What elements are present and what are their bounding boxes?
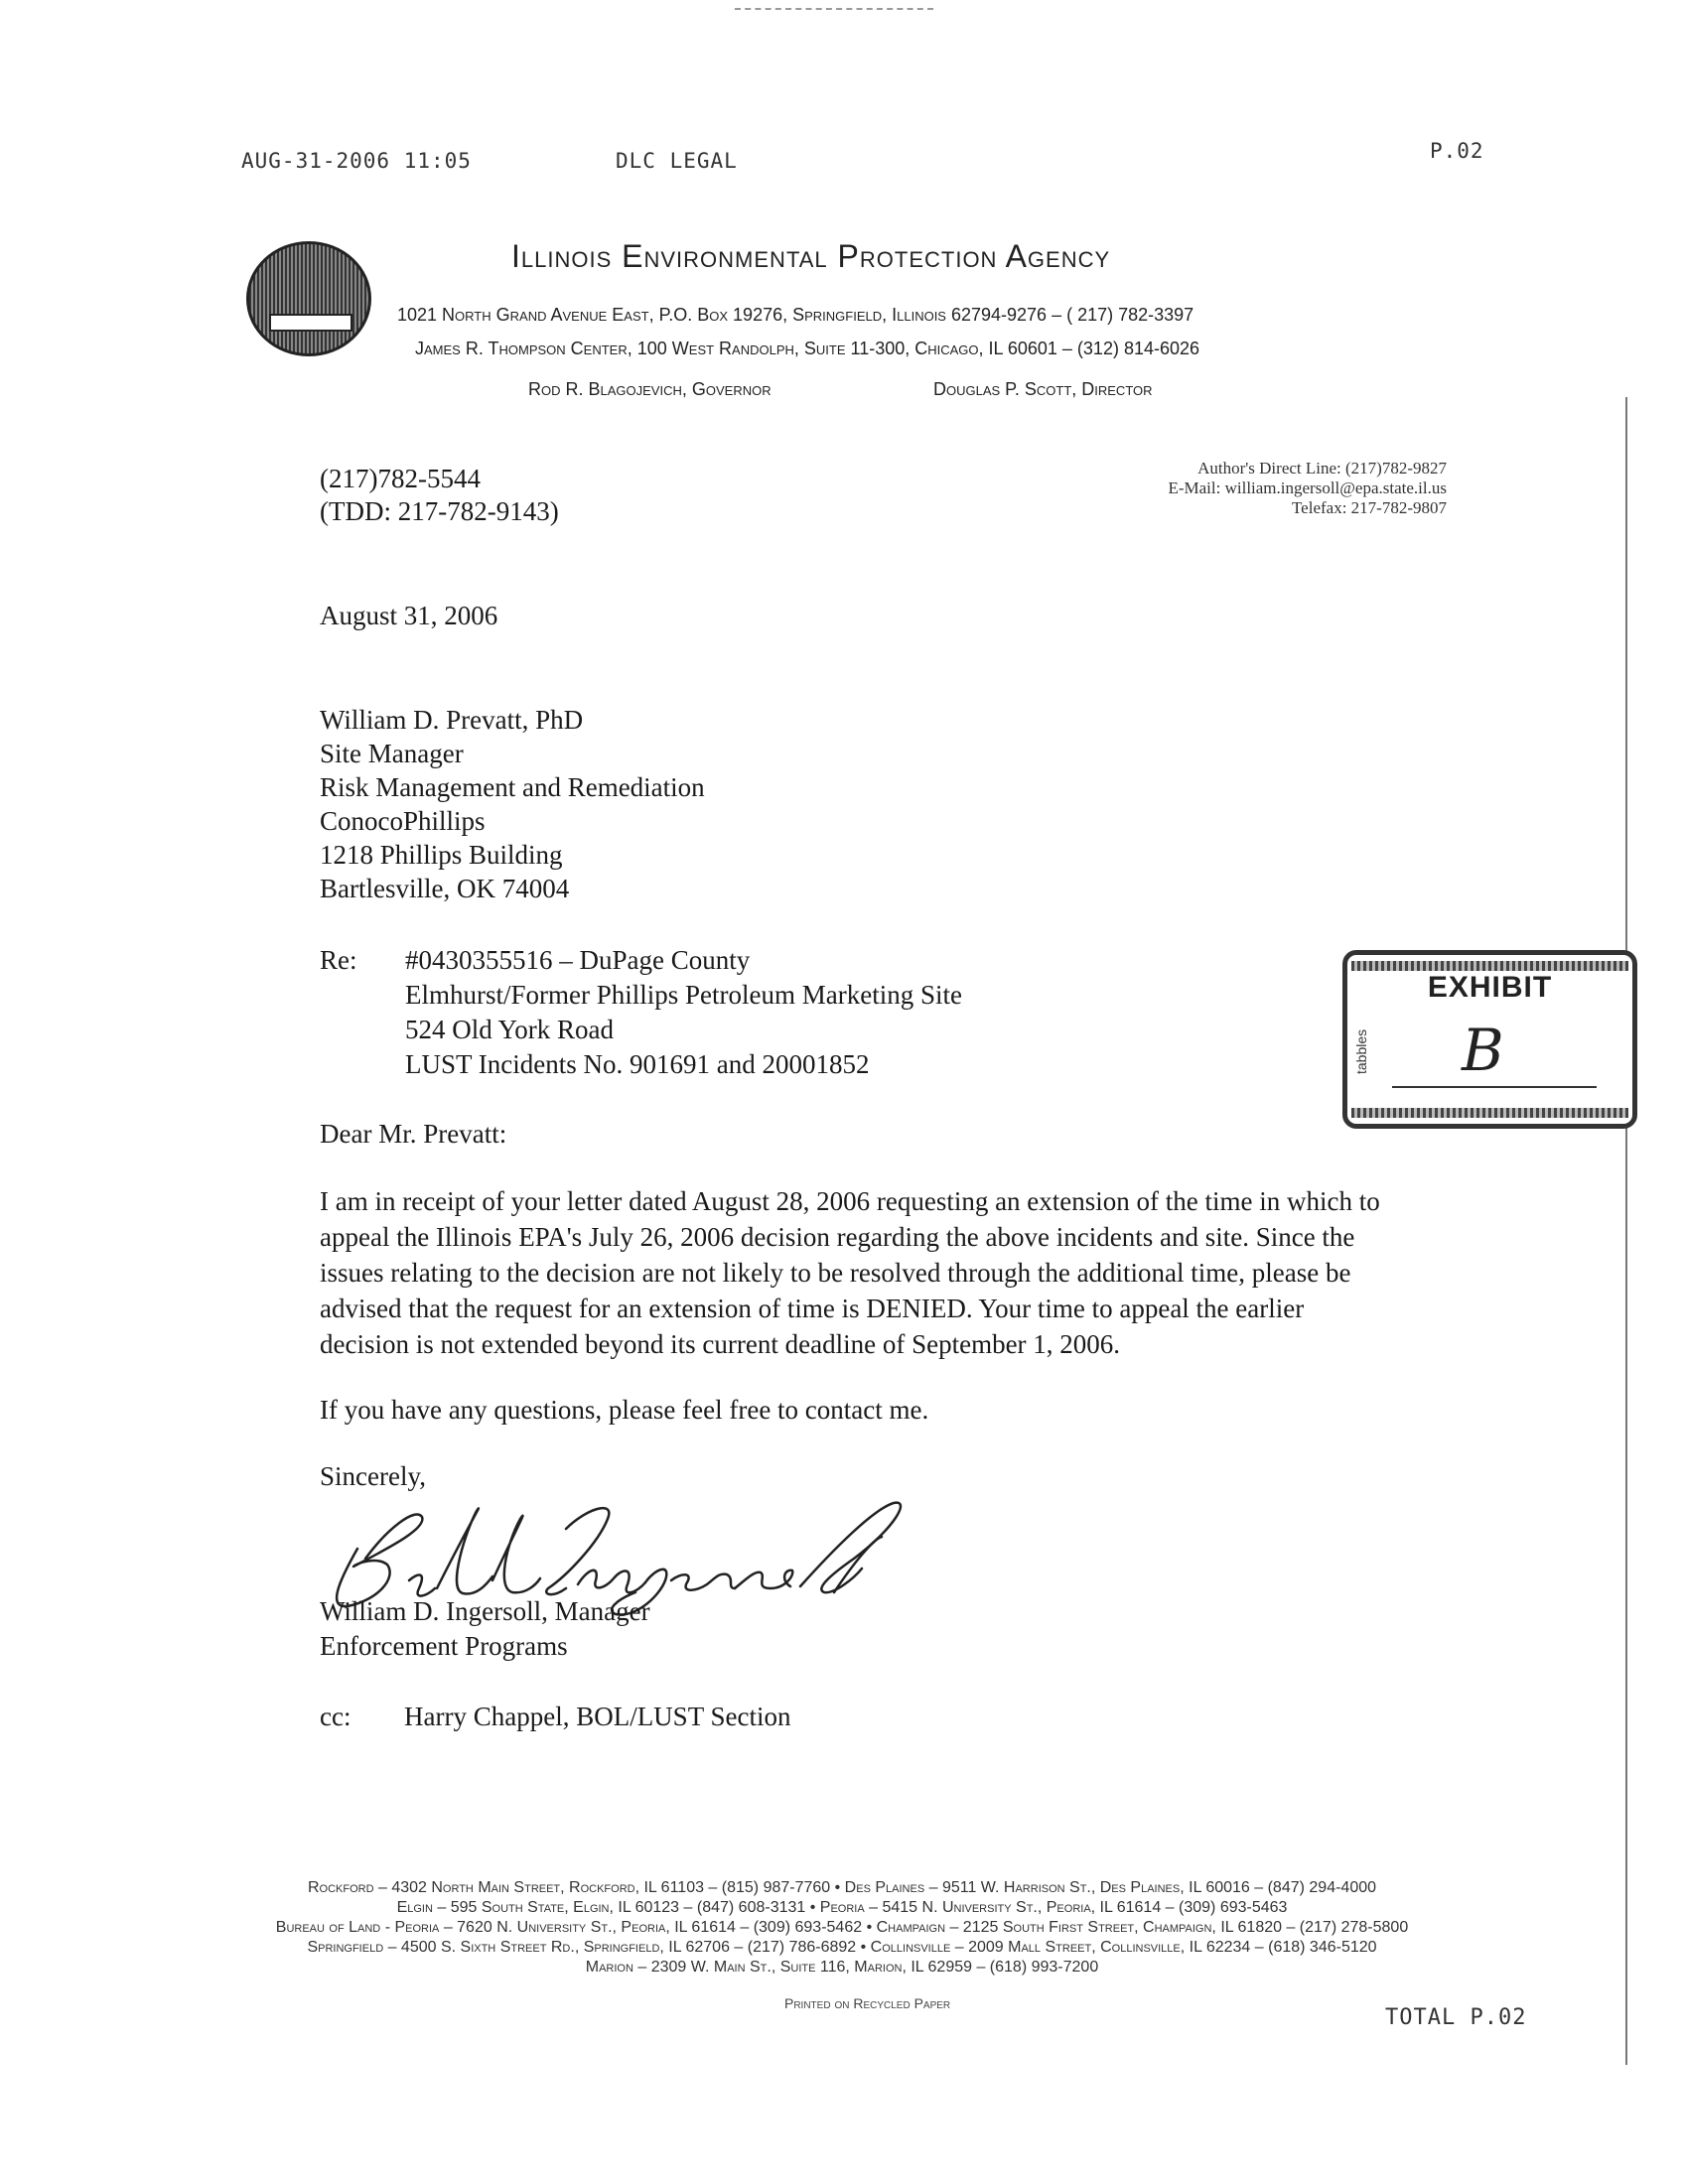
re-line-incidents: LUST Incidents No. 901691 and 20001852 xyxy=(405,1049,870,1079)
recipient-street: 1218 Phillips Building xyxy=(320,840,563,870)
recipient-department: Risk Management and Remediation xyxy=(320,772,705,802)
author-email: E-Mail: william.ingersoll@epa.state.il.us xyxy=(1168,478,1447,497)
signer-name: William D. Ingersoll, Manager xyxy=(320,1596,650,1626)
footer-offices-line-4: Springfield – 4500 S. Sixth Street Rd., Springfield, IL 62706 – (217) 786-6892 • Collinsville – 2009 Mall Street, Collinsville, IL 62234 – (618) 346-5120 xyxy=(307,1939,1377,1956)
printed-on-recycled-paper: Printed on Recycled Paper xyxy=(784,1995,951,2011)
footer-offices-line-1: Rockford – 4302 North Main Street, Rockford, IL 61103 – (815) 987-7760 • Des Plaines – 9511 W. Harrison St., Des Plaines, IL 60016 – (847) 294-4000 xyxy=(307,1879,1377,1896)
body-line-2: appeal the Illinois EPA's July 26, 2006 decision regarding the above incidents and site. Since the xyxy=(320,1222,1355,1252)
fax-timestamp: AUG-31-2006 11:05 xyxy=(241,149,472,173)
re-label: Re: xyxy=(320,945,357,975)
re-line-site-number: #0430355516 – DuPage County xyxy=(405,945,751,975)
body-line-1: I am in receipt of your letter dated August 28, 2006 requesting an extension of the time in which to xyxy=(320,1186,1380,1216)
footer-offices-line-2: Elgin – 595 South State, Elgin, IL 60123 – (847) 608-3131 • Peoria – 5415 N. University St., Peoria, IL 61614 – (309) 693-5463 xyxy=(396,1899,1288,1916)
exhibit-stamp-brand: tabbles xyxy=(1353,1028,1369,1074)
governor-name: Rod R. Blagojevich, Governor xyxy=(528,379,772,399)
re-line-address: 524 Old York Road xyxy=(405,1015,615,1044)
recipient-title: Site Manager xyxy=(320,739,464,768)
fax-total-pages: TOTAL P.02 xyxy=(1385,2005,1527,2030)
closing-question: If you have any questions, please feel free to contact me. xyxy=(320,1395,929,1425)
recipient-name: William D. Prevatt, PhD xyxy=(320,705,584,735)
body-line-3: issues relating to the decision are not likely to be resolved through the additional time, please be xyxy=(320,1258,1351,1288)
body-line-4: advised that the request for an extension of time is DENIED. Your time to appeal the earlier xyxy=(320,1294,1305,1323)
author-direct-line: Author's Direct Line: (217)782-9827 xyxy=(1197,459,1447,478)
page-edge-line xyxy=(1625,397,1627,2065)
footer-offices-line-5: Marion – 2309 W. Main St., Suite 116, Marion, IL 62959 – (618) 993-7200 xyxy=(585,1959,1099,1976)
fax-page-number: P.02 xyxy=(1430,139,1484,163)
cc-recipient: Harry Chappel, BOL/LUST Section xyxy=(404,1702,791,1731)
address-line-springfield: 1021 North Grand Avenue East, P.O. Box 19276, Springfield, Illinois 62794-9276 – ( 217) 782-3397 xyxy=(397,305,1194,325)
agency-name: Illinois Environmental Protection Agency xyxy=(511,238,1111,274)
exhibit-stamp xyxy=(1342,950,1637,1129)
footer-offices-line-3: Bureau of Land - Peoria – 7620 N. University St., Peoria, IL 61614 – (309) 693-5462 • Champaign – 2125 South First Street, Champaign, IL 61820 – (217) 278-5800 xyxy=(275,1919,1409,1936)
director-name: Douglas P. Scott, Director xyxy=(933,379,1153,399)
fax-sender: DLC LEGAL xyxy=(616,149,738,173)
closing: Sincerely, xyxy=(320,1461,426,1491)
exhibit-stamp-title: EXHIBIT xyxy=(1427,971,1553,1004)
signer-title: Enforcement Programs xyxy=(320,1631,568,1661)
recipient-company: ConocoPhillips xyxy=(320,806,486,836)
body-line-5: decision is not extended beyond its current deadline of September 1, 2006. xyxy=(320,1329,1121,1359)
address-line-chicago: James R. Thompson Center, 100 West Randolph, Suite 11-300, Chicago, IL 60601 – (312) 814-6026 xyxy=(415,339,1200,358)
salutation: Dear Mr. Prevatt: xyxy=(320,1119,507,1149)
agency-phone: (217)782-5544 xyxy=(320,464,481,493)
fax-transmission-mark xyxy=(735,8,933,10)
cc-label: cc: xyxy=(320,1702,351,1731)
agency-seal-icon xyxy=(246,241,371,356)
letter-date: August 31, 2006 xyxy=(320,601,498,630)
re-line-site-name: Elmhurst/Former Phillips Petroleum Marketing Site xyxy=(405,980,962,1010)
exhibit-stamp-letter: B xyxy=(1462,1017,1504,1084)
agency-tdd: (TDD: 217-782-9143) xyxy=(320,496,559,526)
recipient-city: Bartlesville, OK 74004 xyxy=(320,874,570,903)
author-telefax: Telefax: 217-782-9807 xyxy=(1291,498,1447,517)
